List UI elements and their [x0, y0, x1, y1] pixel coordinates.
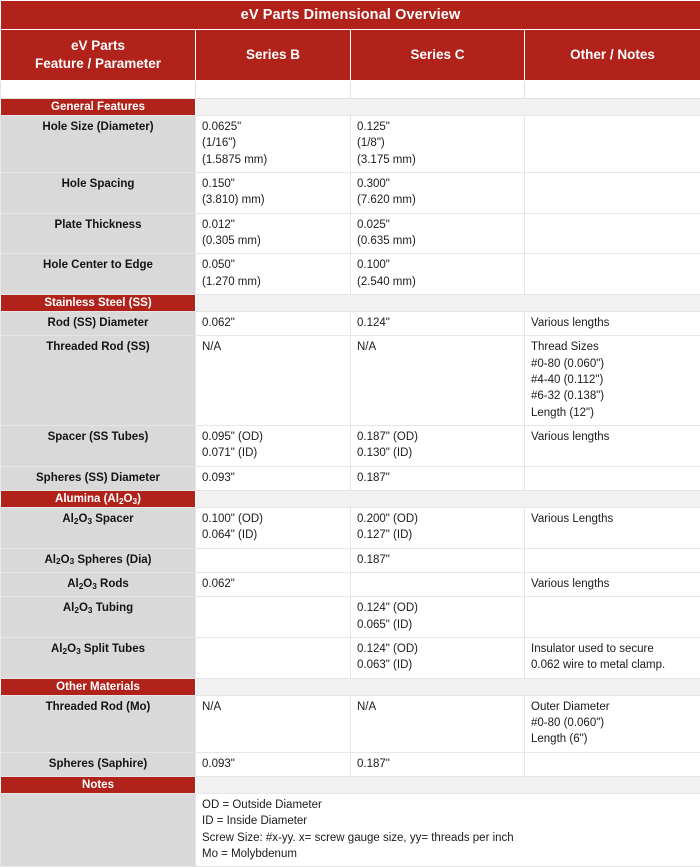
row-label: Plate Thickness	[1, 213, 196, 254]
section-heading: Other Materials	[1, 678, 196, 695]
section-header-row	[1, 99, 700, 116]
table-row	[1, 336, 700, 426]
section-header-filler	[351, 99, 525, 116]
cell-other-notes	[525, 213, 700, 254]
row-label: Spacer (SS Tubes)	[1, 425, 196, 466]
header-spacer-row	[1, 81, 700, 99]
table-row	[1, 254, 700, 295]
section-header-filler	[196, 678, 351, 695]
section-heading: Notes	[1, 776, 196, 793]
cell-series-c: 0.187"	[351, 752, 525, 776]
table-row	[1, 172, 700, 213]
cell-other-notes	[525, 116, 700, 173]
section-header-filler	[351, 776, 525, 793]
row-label: Threaded Rod (Mo)	[1, 695, 196, 752]
column-header-row	[1, 30, 700, 81]
cell-other-notes: Various lengths	[525, 572, 700, 596]
table-row	[1, 793, 700, 866]
cell-series-b: 0.062"	[196, 311, 351, 335]
cell-other-notes: Insulator used to secure 0.062 wire to metal clamp.	[525, 637, 700, 678]
table-title-row	[1, 1, 700, 30]
section-header-row	[1, 678, 700, 695]
cell-series-c: 0.187"	[351, 466, 525, 490]
section-header-filler	[525, 678, 700, 695]
cell-other-notes: Various Lengths	[525, 507, 700, 548]
cell-series-c: 0.025" (0.635 mm)	[351, 213, 525, 254]
spacer-cell	[351, 81, 525, 99]
cell-series-b: 0.093"	[196, 466, 351, 490]
cell-other-notes: Various lengths	[525, 425, 700, 466]
table-row	[1, 466, 700, 490]
cell-series-b: 0.050" (1.270 mm)	[196, 254, 351, 295]
cell-series-c: 0.187"	[351, 548, 525, 572]
section-header-filler	[196, 776, 351, 793]
section-header-filler	[525, 99, 700, 116]
table-row	[1, 213, 700, 254]
cell-other-notes	[525, 254, 700, 295]
cell-series-c: 0.124" (OD) 0.065" (ID)	[351, 597, 525, 638]
section-header-row	[1, 294, 700, 311]
section-header-filler	[351, 678, 525, 695]
cell-other-notes: Outer Diameter #0-80 (0.060") Length (6")	[525, 695, 700, 752]
column-header-series-c: Series C	[351, 30, 525, 81]
row-label: $Al_2O_3$ Rods	[1, 572, 196, 596]
row-label: Spheres (SS) Diameter	[1, 466, 196, 490]
section-header-filler	[196, 294, 351, 311]
spacer-cell	[1, 81, 196, 99]
cell-series-b: 0.093"	[196, 752, 351, 776]
cell-series-c: 0.125" (1/8") (3.175 mm)	[351, 116, 525, 173]
row-label: Spheres (Saphire)	[1, 752, 196, 776]
row-label	[1, 793, 196, 866]
cell-series-c: 0.124"	[351, 311, 525, 335]
page-title: eV Parts Dimensional Overview	[1, 1, 700, 30]
cell-other-notes: Various lengths	[525, 311, 700, 335]
section-heading: Stainless Steel (SS)	[1, 294, 196, 311]
table-row	[1, 695, 700, 752]
table-row	[1, 752, 700, 776]
cell-series-b: 0.062"	[196, 572, 351, 596]
section-header-row	[1, 776, 700, 793]
cell-series-c: 0.300" (7.620 mm)	[351, 172, 525, 213]
section-header-filler	[351, 490, 525, 507]
cell-series-b: 0.100" (OD) 0.064" (ID)	[196, 507, 351, 548]
table-row	[1, 572, 700, 596]
cell-series-b: N/A	[196, 695, 351, 752]
table-row	[1, 507, 700, 548]
cell-series-b: 0.012" (0.305 mm)	[196, 213, 351, 254]
cell-other-notes	[525, 548, 700, 572]
cell-other-notes	[525, 752, 700, 776]
table-row	[1, 637, 700, 678]
spacer-cell	[525, 81, 700, 99]
cell-series-c: N/A	[351, 336, 525, 426]
row-label: $Al_2O_3$ Spacer	[1, 507, 196, 548]
cell-series-c: 0.100" (2.540 mm)	[351, 254, 525, 295]
row-label: $Al_2O_3$ Tubing	[1, 597, 196, 638]
row-label: Hole Size (Diameter)	[1, 116, 196, 173]
notes-text: OD = Outside Diameter ID = Inside Diameter Screw Size: #x-yy. x= screw gauge size, yy= threads per inch Mo = Molybdenum	[196, 793, 700, 866]
table-row	[1, 548, 700, 572]
cell-other-notes	[525, 597, 700, 638]
row-label: Threaded Rod (SS)	[1, 336, 196, 426]
section-header-filler	[196, 99, 351, 116]
row-label: Hole Center to Edge	[1, 254, 196, 295]
column-header-series-b: Series B	[196, 30, 351, 81]
section-header-filler	[351, 294, 525, 311]
cell-series-c: 0.200" (OD) 0.127" (ID)	[351, 507, 525, 548]
section-header-filler	[525, 490, 700, 507]
row-label: $Al_2O_3$ Split Tubes	[1, 637, 196, 678]
table-row	[1, 311, 700, 335]
cell-other-notes	[525, 466, 700, 490]
cell-series-b: 0.095" (OD) 0.071" (ID)	[196, 425, 351, 466]
cell-series-b	[196, 637, 351, 678]
row-label: $Al_2O_3$ Spheres (Dia)	[1, 548, 196, 572]
cell-series-c: 0.124" (OD) 0.063" (ID)	[351, 637, 525, 678]
table-row	[1, 116, 700, 173]
cell-series-c	[351, 572, 525, 596]
cell-series-b	[196, 597, 351, 638]
table-body	[1, 1, 700, 867]
spacer-cell	[196, 81, 351, 99]
column-header-other-notes: Other / Notes	[525, 30, 700, 81]
table-row	[1, 425, 700, 466]
row-label: Hole Spacing	[1, 172, 196, 213]
table-row	[1, 597, 700, 638]
section-heading: General Features	[1, 99, 196, 116]
section-header-filler	[525, 294, 700, 311]
section-header-filler	[525, 776, 700, 793]
cell-series-b: 0.150" (3.810) mm)	[196, 172, 351, 213]
column-header-feature: eV Parts Feature / Parameter	[1, 30, 196, 81]
section-header-filler	[196, 490, 351, 507]
cell-series-c: N/A	[351, 695, 525, 752]
cell-series-b: 0.0625" (1/16") (1.5875 mm)	[196, 116, 351, 173]
cell-series-c: 0.187" (OD) 0.130" (ID)	[351, 425, 525, 466]
section-heading: Alumina $(Al_2O_3)$	[1, 490, 196, 507]
cell-other-notes	[525, 172, 700, 213]
section-header-row	[1, 490, 700, 507]
cell-series-b: N/A	[196, 336, 351, 426]
cell-other-notes: Thread Sizes #0-80 (0.060") #4-40 (0.112") #6-32 (0.138") Length (12")	[525, 336, 700, 426]
row-label: Rod (SS) Diameter	[1, 311, 196, 335]
cell-series-b	[196, 548, 351, 572]
